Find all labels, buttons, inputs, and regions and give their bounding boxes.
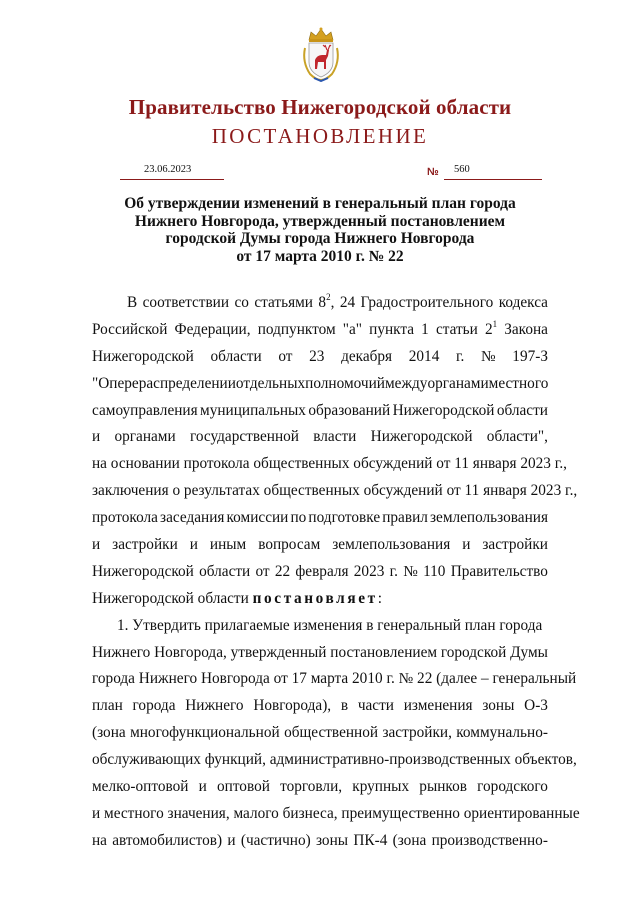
body-word: города [132, 697, 176, 715]
body-word: мелко-оптовой [92, 778, 189, 796]
body-line: обслуживающих функций, административно-производственных объектов, [92, 751, 577, 769]
body-word: февраля [295, 562, 349, 580]
body-word: протокола [92, 509, 158, 527]
body-word: 23 [309, 347, 325, 365]
body-word: от [278, 347, 293, 365]
body-word: области", [486, 428, 548, 446]
body-line [92, 559, 548, 586]
body-word: застройки [112, 536, 178, 554]
body-line [92, 398, 548, 425]
body-word: Нижегородской [370, 428, 473, 446]
body-word: Новгорода), [253, 697, 332, 715]
body-word: Нижнего [92, 643, 151, 661]
body-word: постановлением [330, 643, 438, 661]
body-word: пункта [369, 320, 415, 338]
body-word: и [198, 778, 207, 796]
body-word: по [290, 509, 307, 527]
body-word: 110 [423, 562, 446, 580]
body-word: Закона [504, 320, 548, 338]
body-word: и [462, 536, 471, 554]
body-word: статьи [435, 320, 478, 338]
body-word: в [340, 697, 349, 715]
body-word: 24 [339, 294, 356, 311]
body-word: изменения [403, 697, 473, 715]
body-word: органами [427, 374, 489, 392]
body-word: и [92, 428, 101, 446]
body-word: коммунально- [456, 724, 548, 742]
body-word: общественной [284, 724, 379, 742]
nizhny-novgorod-coat-of-arms-icon [300, 26, 342, 82]
body-word: Нижегородской [92, 562, 194, 580]
government-name: Правительство Нижегородской области [128, 95, 512, 119]
body-word: муниципальных [200, 401, 306, 419]
body-line: на основании протокола общественных обсуждений от 11 января 2023 г., [92, 455, 567, 473]
body-word: части [357, 697, 394, 715]
body-word: комиссии [226, 509, 289, 527]
body-word: $2^1$ [484, 318, 498, 338]
body-line [92, 640, 548, 667]
body-word: утвержденный [230, 643, 327, 661]
document-date: 23.06.2023 [120, 163, 224, 180]
body-word: 2014 [408, 347, 440, 365]
body-word: Нижегородской [92, 347, 194, 365]
subject-line: от 17 марта 2010 г. № 22 [236, 247, 404, 265]
body-word: Нижнего [185, 697, 244, 715]
body-word: землепользования [332, 536, 451, 554]
body-word: власти [313, 428, 357, 446]
body-word: оптовой [216, 778, 270, 796]
body-word: рынков [419, 778, 467, 796]
body-word: области [210, 347, 262, 365]
body-line: города Нижнего Новгорода от 17 марта 2010 г. № 22 (далее – генеральный [92, 670, 577, 688]
body-word: городской [440, 643, 507, 661]
document-subject [100, 195, 540, 265]
body-word: 22 [274, 562, 291, 580]
body-word: вопросам [258, 536, 321, 554]
body-line [92, 720, 548, 747]
body-word: отдельных [235, 374, 306, 392]
body-word: Нижегородской [392, 401, 495, 419]
body-word: государственной [189, 428, 299, 446]
body-word: О-3 [524, 697, 548, 715]
subject-line: городской Думы города Нижнего Новгорода [165, 230, 475, 247]
body-line [92, 290, 548, 317]
body-word: г. [456, 347, 465, 365]
body-word: и [189, 536, 198, 554]
body-word: 197-З [512, 347, 548, 365]
body-word: ПК-4 [353, 831, 388, 849]
resolution-keyword: постановляет [252, 589, 378, 607]
body-word: и [227, 831, 236, 849]
body-word: многофункциональной [130, 724, 280, 742]
body-line [92, 424, 548, 451]
body-word: заседания [160, 509, 225, 527]
body-word: В [127, 294, 138, 311]
body-word: городского [477, 778, 548, 796]
body-word: производственно- [431, 831, 548, 849]
number-sign: № [427, 166, 439, 178]
body-word: зоны [315, 831, 349, 849]
body-word: землепользования [429, 509, 548, 527]
body-word: № [481, 347, 496, 365]
body-word: Федерации, [174, 320, 251, 338]
body-word: образований [308, 401, 391, 419]
body-word: статьями [254, 294, 313, 311]
body-word: подпунктом [257, 320, 336, 338]
body-word: полномочий [305, 374, 385, 392]
body-word: Новгорода, [154, 643, 227, 661]
body-word: (зона [392, 831, 427, 849]
body-word: 2023 [353, 562, 385, 580]
body-word: $8^2$, [318, 291, 335, 311]
body-line: заключения о результатах общественных обсуждений от 11 января 2023 г., [92, 482, 578, 500]
body-word: план [92, 697, 123, 715]
body-word: местного [488, 374, 549, 392]
body-word: застройки, [382, 724, 452, 742]
body-word: органами [114, 428, 176, 446]
body-word: г. [389, 562, 398, 580]
body-word: области [199, 562, 251, 580]
body-word: кодекса [498, 294, 548, 311]
body-word: № [403, 562, 418, 580]
body-word: Правительство [450, 562, 548, 580]
body-line [92, 532, 548, 559]
body-word: Российской [92, 320, 168, 338]
document-type: ПОСТАНОВЛЕНИЕ [211, 124, 429, 148]
body-word: автомобилистов) [112, 831, 223, 849]
body-word: 1 [421, 320, 429, 338]
body-line [92, 693, 548, 720]
body-line [92, 371, 548, 398]
subject-line: Об утверждении изменений в генеральный план города [124, 195, 516, 212]
body-word: со [234, 294, 249, 311]
body-word: области [496, 401, 548, 419]
subject-line: Нижнего Новгорода, утвержденный постановлением [134, 212, 506, 230]
body-word: крупных [352, 778, 410, 796]
body-word: Думы [510, 643, 548, 661]
body-line: Нижегородской области постановляет: [92, 589, 382, 607]
body-word: перераспределении [109, 374, 236, 392]
body-word: декабря [341, 347, 393, 365]
body-word: правил [382, 509, 428, 527]
body-word: между [384, 374, 428, 392]
body-word: Градостроительного [360, 294, 494, 311]
body-word: (зона [92, 724, 126, 742]
body-word: иным [209, 536, 247, 554]
body-word: торговли, [280, 778, 343, 796]
body-line [92, 828, 548, 855]
body-word: от [255, 562, 270, 580]
body-word: соответствии [142, 294, 230, 311]
body-word: самоуправления [92, 401, 198, 419]
body-line [92, 344, 548, 371]
body-line: и местного значения, малого бизнеса, преимущественно ориентированные [92, 804, 580, 822]
body-word: зоны [482, 697, 515, 715]
body-line [92, 317, 548, 344]
body-line: 1. Утвердить прилагаемые изменения в генеральный план города [117, 616, 543, 634]
body-word: "О [92, 374, 110, 392]
body-line [92, 505, 548, 532]
body-line [92, 774, 548, 801]
body-word: застройки [482, 536, 548, 554]
body-word: и [92, 536, 101, 554]
body-word: на [92, 831, 107, 849]
body-word: (частично) [240, 831, 311, 849]
body-word: "а" [342, 320, 363, 338]
document-body [92, 290, 580, 855]
body-word: подготовке [308, 509, 381, 527]
document-number: 560 [444, 163, 542, 180]
